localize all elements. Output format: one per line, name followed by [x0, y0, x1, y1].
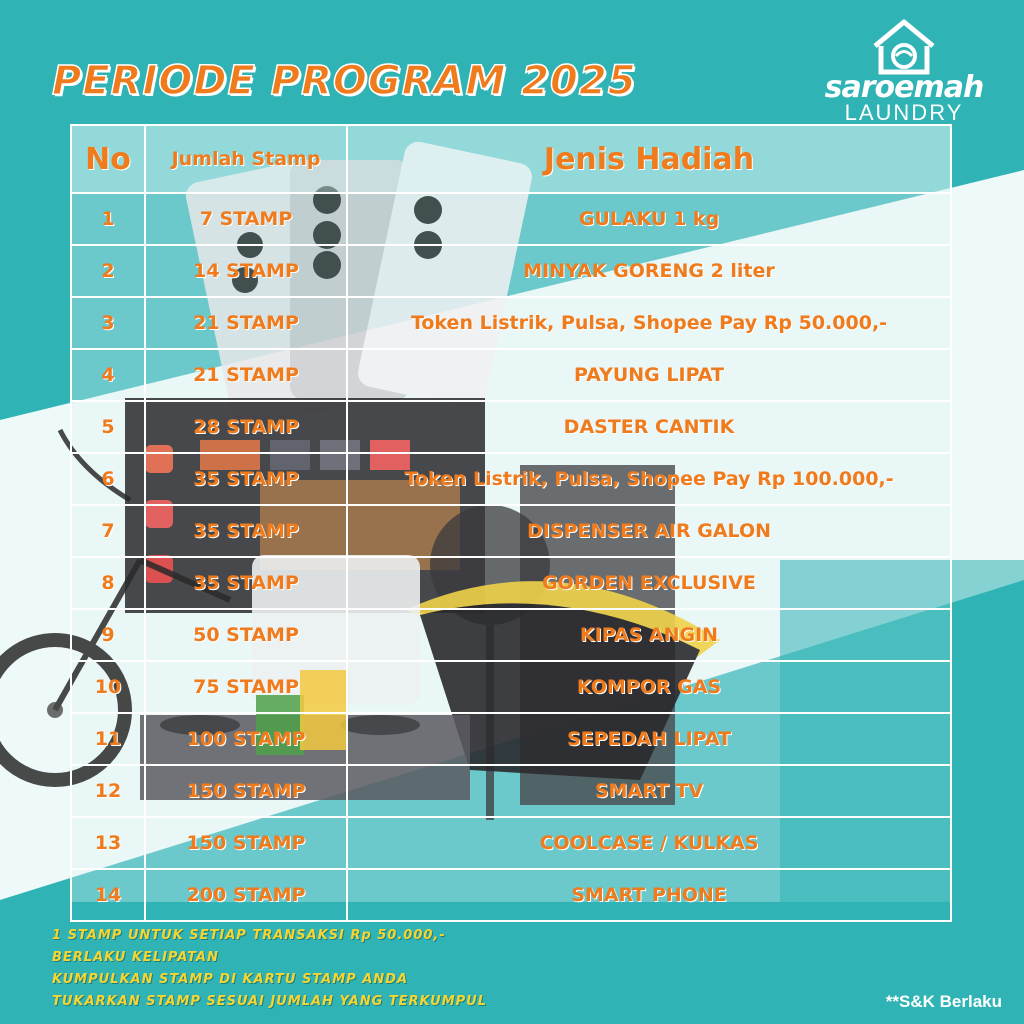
row-stamp-count: 35 STAMP: [145, 557, 347, 609]
row-prize: Token Listrik, Pulsa, Shopee Pay Rp 100.000,-: [347, 453, 951, 505]
brand-name: saroemah: [824, 70, 984, 105]
prize-table: [70, 124, 952, 922]
row-prize: SMART PHONE: [347, 869, 951, 921]
row-stamp-count: 150 STAMP: [145, 817, 347, 869]
row-stamp-count: 21 STAMP: [145, 297, 347, 349]
row-prize: SMART TV: [347, 765, 951, 817]
table-row: [71, 453, 951, 505]
table-row: [71, 505, 951, 557]
row-prize: GULAKU 1 kg: [347, 193, 951, 245]
row-prize: DISPENSER AIR GALON: [347, 505, 951, 557]
row-stamp-count: 14 STAMP: [145, 245, 347, 297]
row-prize: DASTER CANTIK: [347, 401, 951, 453]
row-number: 8: [71, 557, 145, 609]
row-stamp-count: 21 STAMP: [145, 349, 347, 401]
row-stamp-count: 150 STAMP: [145, 765, 347, 817]
terms-conditions-note: **S&K Berlaku: [885, 992, 1002, 1011]
rule-line: KUMPULKAN STAMP DI KARTU STAMP ANDA: [52, 972, 409, 987]
prize-table-container: [70, 124, 952, 922]
header-stamp-count: Jumlah Stamp: [145, 125, 347, 193]
row-stamp-count: 28 STAMP: [145, 401, 347, 453]
table-row: [71, 349, 951, 401]
row-number: 11: [71, 713, 145, 765]
row-number: 2: [71, 245, 145, 297]
table-row: [71, 401, 951, 453]
row-number: 4: [71, 349, 145, 401]
table-row: [71, 609, 951, 661]
row-stamp-count: 35 STAMP: [145, 505, 347, 557]
program-rules: [52, 925, 487, 1013]
row-number: 10: [71, 661, 145, 713]
row-stamp-count: 200 STAMP: [145, 869, 347, 921]
row-number: 5: [71, 401, 145, 453]
header-no: No: [71, 125, 145, 193]
table-header-row: [71, 125, 951, 193]
laundry-house-icon: [869, 16, 939, 78]
row-prize: COOLCASE / KULKAS: [347, 817, 951, 869]
brand-subtitle: LAUNDRY: [844, 100, 964, 125]
rule-line: BERLAKU KELIPATAN: [52, 950, 219, 965]
prize-table-body: [71, 193, 951, 921]
row-number: 9: [71, 609, 145, 661]
table-row: [71, 297, 951, 349]
row-prize: MINYAK GORENG 2 liter: [347, 245, 951, 297]
row-prize: GORDEN EXCLUSIVE: [347, 557, 951, 609]
row-number: 12: [71, 765, 145, 817]
row-prize: Token Listrik, Pulsa, Shopee Pay Rp 50.000,-: [347, 297, 951, 349]
table-row: [71, 245, 951, 297]
row-prize: SEPEDAH LIPAT: [347, 713, 951, 765]
table-row: [71, 193, 951, 245]
row-number: 14: [71, 869, 145, 921]
row-prize: PAYUNG LIPAT: [347, 349, 951, 401]
row-stamp-count: 35 STAMP: [145, 453, 347, 505]
table-row: [71, 869, 951, 921]
row-number: 3: [71, 297, 145, 349]
row-stamp-count: 75 STAMP: [145, 661, 347, 713]
row-number: 6: [71, 453, 145, 505]
row-prize: KOMPOR GAS: [347, 661, 951, 713]
table-row: [71, 557, 951, 609]
row-number: 1: [71, 193, 145, 245]
rule-line: 1 STAMP UNTUK SETIAP TRANSAKSI Rp 50.000,-: [52, 928, 446, 943]
table-row: [71, 765, 951, 817]
row-stamp-count: 50 STAMP: [145, 609, 347, 661]
table-row: [71, 817, 951, 869]
brand-logo: [824, 16, 984, 124]
table-row: [71, 713, 951, 765]
rule-line: TUKARKAN STAMP SESUAI JUMLAH YANG TERKUMPUL: [52, 994, 487, 1009]
header-prize-type: Jenis Hadiah: [347, 125, 951, 193]
row-stamp-count: 100 STAMP: [145, 713, 347, 765]
row-number: 7: [71, 505, 145, 557]
row-prize: KIPAS ANGIN: [347, 609, 951, 661]
row-stamp-count: 7 STAMP: [145, 193, 347, 245]
table-row: [71, 661, 951, 713]
row-number: 13: [71, 817, 145, 869]
page-title: PERIODE PROGRAM 2025: [52, 58, 637, 104]
